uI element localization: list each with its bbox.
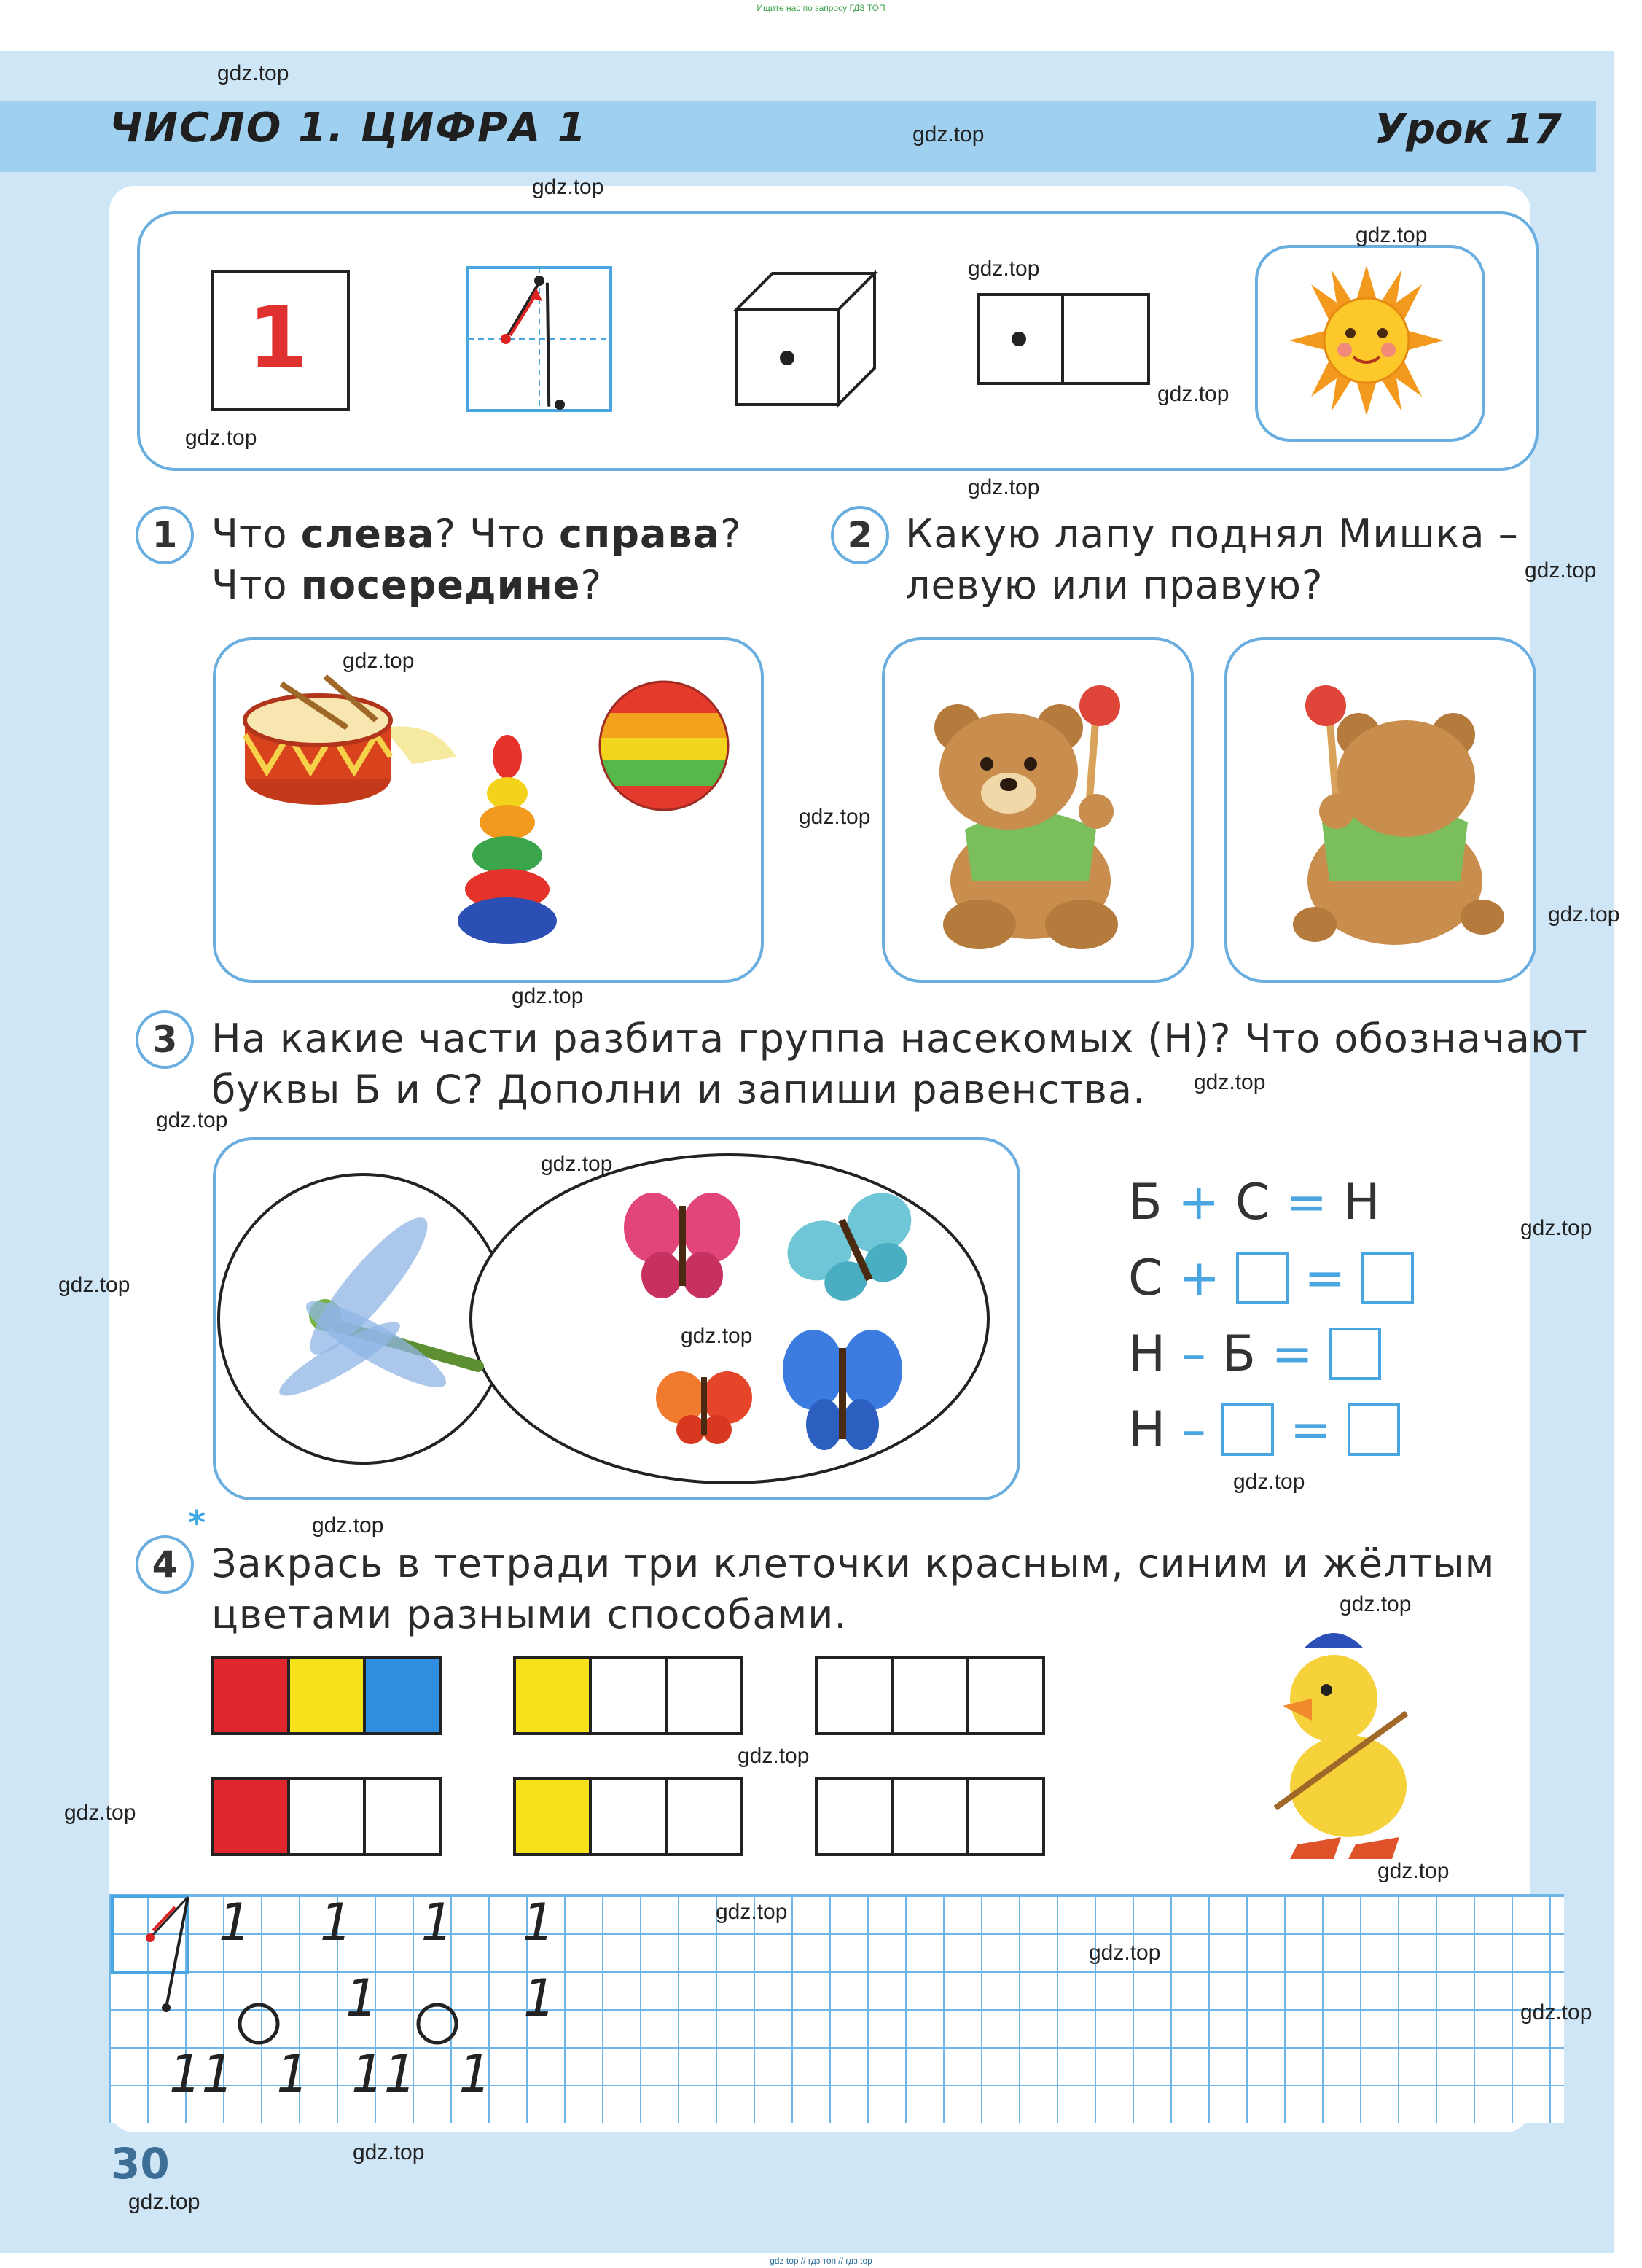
color-cells-4[interactable]	[211, 1777, 442, 1856]
task-3-badge: 3	[136, 1010, 194, 1069]
ball-icon	[595, 677, 733, 815]
watermark: gdz.top	[58, 1273, 130, 1297]
bottom-note: gdz top // гдз топ // гдз top	[770, 2256, 872, 2266]
watermark: gdz.top	[1548, 903, 1620, 927]
color-cells-5[interactable]	[513, 1777, 743, 1856]
watermark: gdz.top	[1340, 1592, 1412, 1616]
drum-icon	[238, 669, 456, 815]
equation-row-2: С + =	[1128, 1250, 1414, 1307]
watermark: gdz.top	[1520, 2000, 1592, 2025]
digit-one: 1	[247, 287, 308, 388]
watermark: gdz.top	[312, 1513, 384, 1538]
watermark: gdz.top	[1233, 1470, 1305, 1494]
task-2-badge: 2	[831, 506, 889, 564]
lesson-label: Урок 17	[1374, 106, 1562, 153]
watermark: gdz.top	[1157, 382, 1229, 406]
watermark: gdz.top	[968, 257, 1040, 281]
equation-row-3: Н – Б =	[1128, 1325, 1381, 1383]
watermark: gdz.top	[1089, 1941, 1161, 1965]
watermark: gdz.top	[738, 1744, 810, 1768]
answer-box[interactable]	[1221, 1403, 1274, 1456]
watermark: gdz.top	[1520, 1216, 1592, 1240]
watermark: gdz.top	[156, 1108, 228, 1132]
task-2-text: Какую лапу поднял Мишка – левую или правую?	[905, 511, 1519, 608]
watermark: gdz.top	[353, 2140, 425, 2164]
duckling-icon	[1254, 1618, 1428, 1866]
answer-box[interactable]	[1329, 1328, 1381, 1380]
answer-box[interactable]	[1361, 1252, 1414, 1304]
dice-cube-icon	[729, 266, 889, 412]
task-1-text: Что слева? Что справа? Что посередине?	[211, 511, 742, 608]
task-4-star: *	[188, 1503, 206, 1543]
watermark: gdz.top	[968, 475, 1040, 499]
pyramid-toy-icon	[456, 735, 558, 946]
equation-row-4: Н – =	[1128, 1401, 1400, 1459]
watermark: gdz.top	[1356, 223, 1428, 247]
watermark: gdz.top	[716, 1900, 788, 1924]
bear-back-icon	[1256, 662, 1504, 954]
page-title: ЧИСЛО 1. ЦИФРА 1	[109, 104, 587, 152]
sun-icon	[1286, 264, 1447, 417]
task-4-badge: 4	[136, 1535, 194, 1594]
copybook-row-1: 1 1 1 1	[219, 1893, 555, 1952]
bear-front-picture	[882, 637, 1194, 983]
watermark: gdz.top	[799, 805, 871, 829]
copybook-row-3: 11 1 11 1	[169, 2044, 492, 2104]
insects-picture	[213, 1137, 1020, 1500]
color-cells-3[interactable]	[815, 1656, 1045, 1735]
watermark: gdz.top	[128, 2190, 200, 2214]
copybook-row-2: 1 1	[345, 1968, 556, 2028]
color-cells-1	[211, 1656, 442, 1735]
bear-back-picture	[1224, 637, 1536, 983]
task-1-badge: 1	[136, 506, 194, 564]
answer-box[interactable]	[1348, 1403, 1400, 1456]
watermark: gdz.top	[217, 61, 289, 85]
watermark: gdz.top	[1194, 1070, 1266, 1094]
page-number: 30	[111, 2139, 170, 2189]
color-cells-6[interactable]	[815, 1777, 1045, 1856]
watermark: gdz.top	[185, 426, 257, 450]
watermark: gdz.top	[1525, 558, 1597, 582]
color-cells-2[interactable]	[513, 1656, 743, 1735]
insect-sets-diagram	[216, 1140, 1017, 1497]
equation-row-1: Б + С = Н	[1128, 1174, 1380, 1231]
watermark: gdz.top	[912, 122, 985, 147]
answer-box[interactable]	[1236, 1252, 1289, 1304]
digit-writing-guide	[466, 266, 612, 412]
domino-icon	[977, 293, 1152, 388]
watermark: gdz.top	[541, 1152, 613, 1176]
top-note: Ищите нас по запросу ГДЗ ТОП	[757, 3, 885, 13]
bear-front-icon	[914, 662, 1162, 954]
task-3-text: На какие части разбита группа насекомых (Н)? Что обозначают буквы Б и С? Дополни и запиши равенства.	[211, 1016, 1588, 1112]
task-4-text: Закрась в тетради три клеточки красным, синим и жёлтым цветами разными способами.	[211, 1540, 1496, 1637]
watermark: gdz.top	[1377, 1859, 1450, 1883]
watermark: gdz.top	[532, 175, 604, 199]
watermark: gdz.top	[343, 649, 415, 673]
watermark: gdz.top	[512, 984, 584, 1008]
toys-picture	[213, 637, 764, 983]
watermark: gdz.top	[681, 1324, 753, 1348]
watermark: gdz.top	[64, 1801, 136, 1825]
